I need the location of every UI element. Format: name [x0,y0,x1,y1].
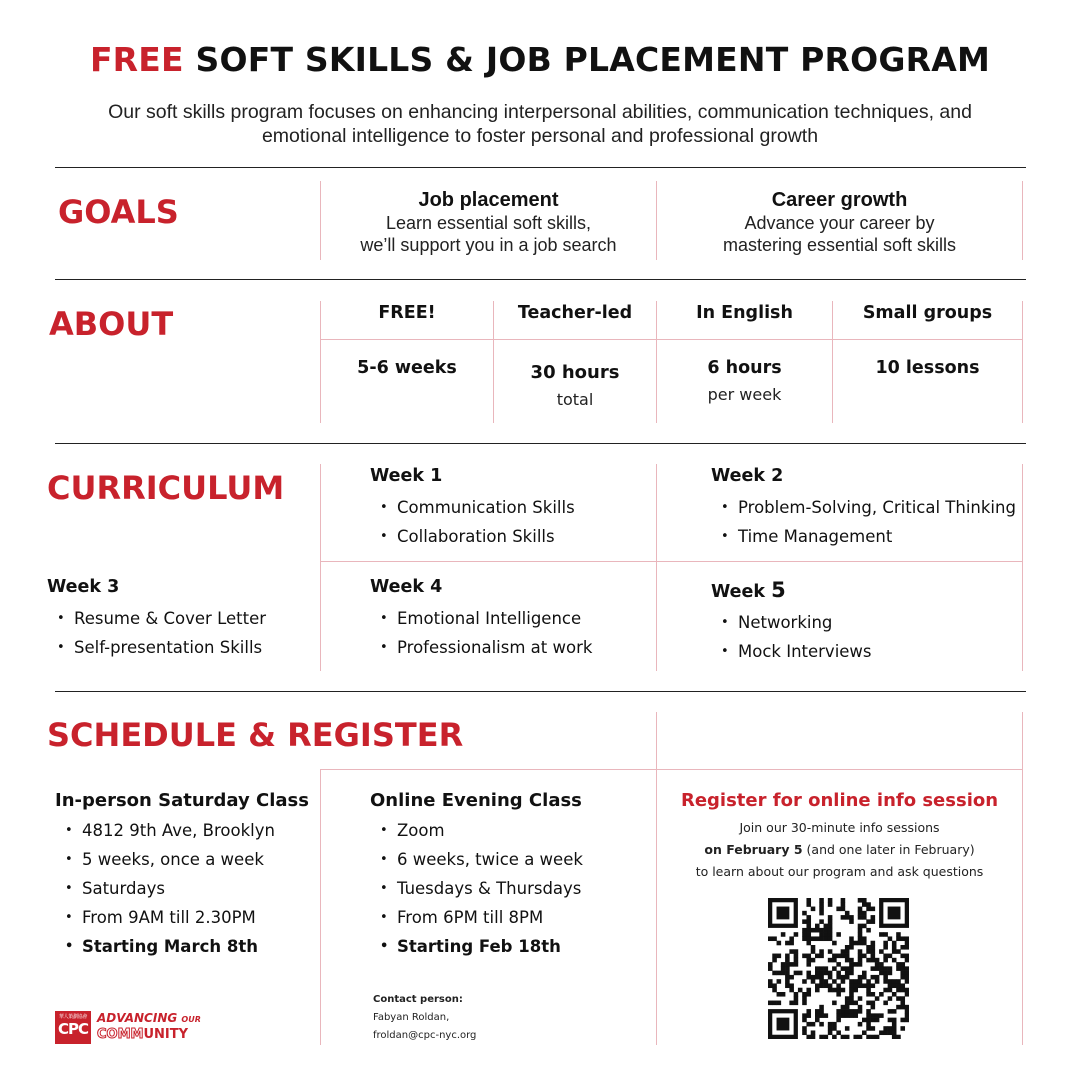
cpc-logo [55,1011,205,1045]
list-item: • Starting Feb 18th [370,932,583,961]
week-4-label: Week 4 [370,577,443,597]
goals-heading: GOALS [58,193,179,231]
column-divider [1022,712,1023,1045]
goal-job-placement [321,189,656,256]
page-subtitle [40,100,1040,148]
subtitle-line-2: emotional intelligence to foster personal and professional growth [261,125,819,147]
page-title [0,40,1080,79]
about-sub: total [556,390,594,409]
about-duration: 5-6 weeks [357,358,457,378]
about-weekly [657,358,832,404]
list-item: • Networking [711,608,872,637]
goal-text: mastering essential soft skills [722,235,957,255]
list-item: • Tuesdays & Thursdays [370,874,583,903]
title-rest: SOFT SKILLS & JOB PLACEMENT PROGRAM [195,40,991,79]
about-free: FREE! [378,303,436,323]
list-item: • Zoom [370,816,583,845]
logo-word: OUR [181,1015,201,1024]
goal-career-growth [657,189,1022,256]
register-title[interactable]: Register for online info session [680,790,999,811]
week-5-list [711,608,872,666]
list-item: • Resume & Cover Letter [47,604,266,633]
about-hours [494,362,656,409]
about-small-groups: Small groups [862,303,993,323]
week-5-label [711,578,786,602]
about-lessons: 10 lessons [875,358,980,378]
week-3-list [47,604,266,662]
column-divider [1022,301,1023,423]
week-number: 5 [771,578,786,602]
list-item: • From 9AM till 2.30PM [55,903,275,932]
logo-chinese: 華人策劃協會 [58,1014,88,1020]
logo-mark [55,1011,91,1044]
contact-name: Fabyan Roldan, [373,1012,450,1023]
logo-line-1 [97,1011,201,1025]
contact-label: Contact person: [373,994,463,1005]
list-item: • Saturdays [55,874,275,903]
divider-rule [55,691,1026,692]
list-item: • 5 weeks, once a week [55,845,275,874]
list-item: • Collaboration Skills [370,522,575,551]
about-value: 6 hours [707,358,782,378]
goal-title: Career growth [771,189,908,211]
list-item: • Emotional Intelligence [370,604,592,633]
row-divider [320,769,1022,770]
logo-line-2 [97,1027,188,1042]
register-date: on February 5 [704,842,803,857]
goal-title: Job placement [418,189,559,211]
about-heading: ABOUT [49,305,174,343]
list-item: • From 6PM till 8PM [370,903,583,932]
inperson-title: In-person Saturday Class [55,790,309,811]
list-item: • Self-presentation Skills [47,633,266,662]
list-item: • 4812 9th Ave, Brooklyn [55,816,275,845]
week-3-label: Week 3 [47,577,120,597]
list-item: • Problem-Solving, Critical Thinking [711,493,1016,522]
week-2-list [711,493,1016,551]
row-divider [320,339,1022,340]
about-sub: per week [707,385,782,404]
goal-text: we’ll support you in a job search [360,235,617,255]
divider-rule [55,443,1026,444]
contact-email[interactable]: froldan@cpc-nyc.org [373,1030,477,1041]
list-item: • Professionalism at work [370,633,592,662]
week-2-label: Week 2 [711,466,784,486]
week-word: Week [711,582,766,602]
column-divider [656,464,657,671]
logo-word: ADVANCING [97,1011,178,1025]
list-item: • Mock Interviews [711,637,872,666]
column-divider [1022,464,1023,671]
list-item: • Starting March 8th [55,932,275,961]
column-divider [320,464,321,671]
register-info [657,817,1022,883]
goal-text: Learn essential soft skills, [385,213,592,233]
logo-text: CPC [57,1020,88,1038]
inperson-list [55,816,275,961]
list-item: • Time Management [711,522,1016,551]
online-title: Online Evening Class [370,790,582,811]
divider-rule [55,279,1026,280]
subtitle-line-1: Our soft skills program focuses on enhancing interpersonal abilities, communication techniques, and [108,101,972,123]
register-line [657,839,1022,861]
about-in-english: In English [696,303,793,323]
register-date-note: (and one later in February) [802,842,975,857]
column-divider [320,769,321,1045]
contact-block [373,991,476,1045]
list-item: • 6 weeks, twice a week [370,845,583,874]
title-free: FREE [89,40,184,79]
about-teacher-led: Teacher-led [517,303,633,323]
list-item: • Communication Skills [370,493,575,522]
register-line: to learn about our program and ask questions [695,864,984,879]
online-list [370,816,583,961]
divider-rule [55,167,1026,168]
week-4-list [370,604,592,662]
goal-text: Advance your career by [744,213,935,233]
curriculum-heading: CURRICULUM [47,469,285,507]
week-1-label: Week 1 [370,466,443,486]
schedule-heading: SCHEDULE & REGISTER [47,716,464,754]
logo-word: COMM [97,1027,144,1042]
about-value: 30 hours [530,362,620,383]
column-divider [1022,181,1023,260]
qr-code-icon[interactable] [768,898,909,1039]
register-line: Join our 30-minute info sessions [739,820,940,835]
week-1-list [370,493,575,551]
logo-word: UNITY [143,1027,189,1042]
row-divider [320,561,1022,562]
